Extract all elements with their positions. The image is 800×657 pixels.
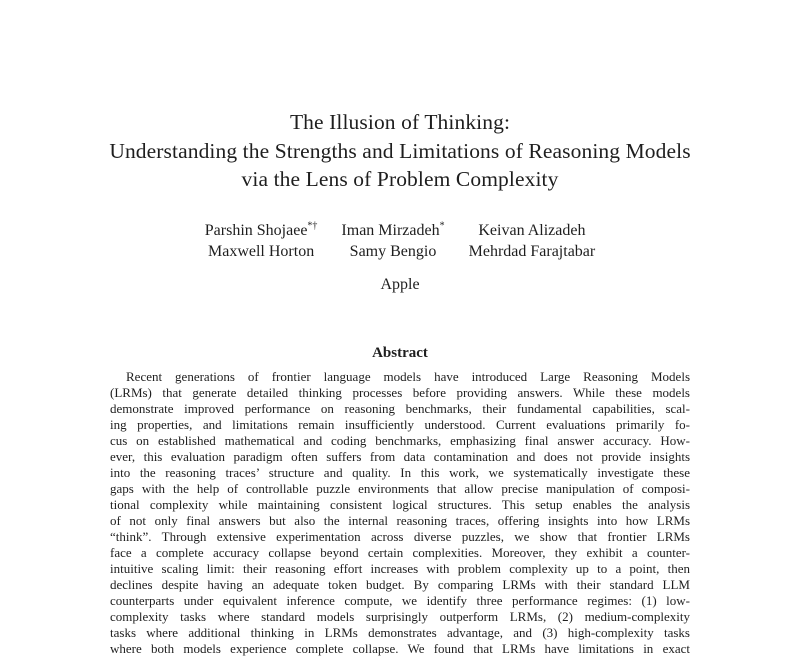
abstract-line-text: where both models experience complete collapse. We found that LRMs have limitations in exact <box>110 640 690 656</box>
affiliation: Apple <box>380 275 420 293</box>
author-keivan-alizadeh <box>469 220 596 241</box>
title-line-1: The Illusion of Thinking: <box>289 110 511 134</box>
abstract-line-text: (LRMs) that generate detailed thinking processes before providing answers. While these models <box>110 384 690 400</box>
author-parshin-shojaee <box>205 220 318 241</box>
abstract-line <box>110 529 690 545</box>
abstract-heading: Abstract <box>372 344 428 361</box>
title-line-3: via the Lens of Problem Complexity <box>241 167 559 191</box>
author-name: Mehrdad Farajtabar <box>468 242 596 260</box>
author-maxwell-horton <box>205 241 318 262</box>
abstract-line-text: into the reasoning traces’ structure and quality. In this work, we systematically investigate these <box>110 464 690 480</box>
abstract-line-text: ing properties, and limitations remain insufficiently understood. Current evaluations primarily fo- <box>110 416 690 432</box>
author-column-3 <box>469 220 596 262</box>
abstract-line <box>110 417 690 433</box>
author-block <box>0 220 800 262</box>
abstract-line-text: of not only final answers but also the internal reasoning traces, offering insights into how LRMs <box>110 512 690 528</box>
abstract-line <box>110 625 690 641</box>
abstract-line-text: gaps with the help of controllable puzzle environments that allow precise manipulation of composi- <box>110 480 690 496</box>
abstract-line-text: face a complete accuracy collapse beyond certain complexities. Moreover, they exhibit a counter- <box>110 544 690 560</box>
abstract-line-text: complexity tasks where standard models surprisingly outperform LRMs, (2) medium-complexity <box>110 608 690 624</box>
abstract-line-text: tasks where additional thinking in LRMs demonstrates advantage, and (3) high-complexity tasks <box>110 624 690 640</box>
abstract-line-text: Recent generations of frontier language models have introduced Large Reasoning Models <box>126 368 690 384</box>
abstract-line <box>110 593 690 609</box>
title-line-2: Understanding the Strengths and Limitations of Reasoning Models <box>109 138 691 163</box>
abstract-line <box>110 385 690 401</box>
author-name: Parshin Shojaee <box>204 221 308 239</box>
author-name: Keivan Alizadeh <box>478 221 586 239</box>
author-column-2 <box>341 220 444 262</box>
abstract-line <box>110 609 690 625</box>
abstract-line <box>110 481 690 497</box>
abstract-line <box>110 561 690 577</box>
abstract-line <box>110 545 690 561</box>
abstract-line <box>110 449 690 465</box>
author-samy-bengio <box>341 241 444 262</box>
abstract-line <box>110 641 690 657</box>
author-name: Samy Bengio <box>349 242 437 260</box>
abstract-line <box>110 513 690 529</box>
paper-title <box>0 108 800 194</box>
abstract-line-text: “think”. Through extensive experimentation across diverse puzzles, we show that frontier LRMs <box>110 528 690 544</box>
author-footnote-mark: * <box>439 220 445 232</box>
author-mehrdad-farajtabar <box>469 241 596 262</box>
abstract-line-text: tional complexity while maintaining consistent logical structures. This setup enables the analysis <box>110 496 690 512</box>
author-column-1 <box>205 220 318 262</box>
author-footnote-mark: *† <box>307 220 318 232</box>
abstract-line-text: counterparts under equivalent inference compute, we identify three performance regimes: (1) low- <box>110 592 690 608</box>
abstract-line <box>110 401 690 417</box>
abstract-line-text: demonstrate improved performance on reasoning benchmarks, their fundamental capabilities, scal- <box>110 400 690 416</box>
abstract-line-text: ever, this evaluation paradigm often suffers from data contamination and does not provide insights <box>110 448 690 464</box>
abstract-body <box>110 369 690 657</box>
abstract-line <box>110 369 690 385</box>
abstract-line <box>110 497 690 513</box>
author-name: Iman Mirzadeh <box>341 221 440 239</box>
abstract-line-text: declines despite having an adequate token budget. By comparing LRMs with their standard LLM <box>110 576 690 592</box>
abstract-line-text: cus on established mathematical and coding benchmarks, emphasizing final answer accuracy. How- <box>110 432 690 448</box>
abstract-line-text: intuitive scaling limit: their reasoning effort increases with problem complexity up to a point, then <box>110 560 690 576</box>
abstract-line <box>110 465 690 481</box>
abstract-line <box>110 433 690 449</box>
abstract-line <box>110 577 690 593</box>
author-name: Maxwell Horton <box>207 242 315 260</box>
author-iman-mirzadeh <box>341 220 444 241</box>
